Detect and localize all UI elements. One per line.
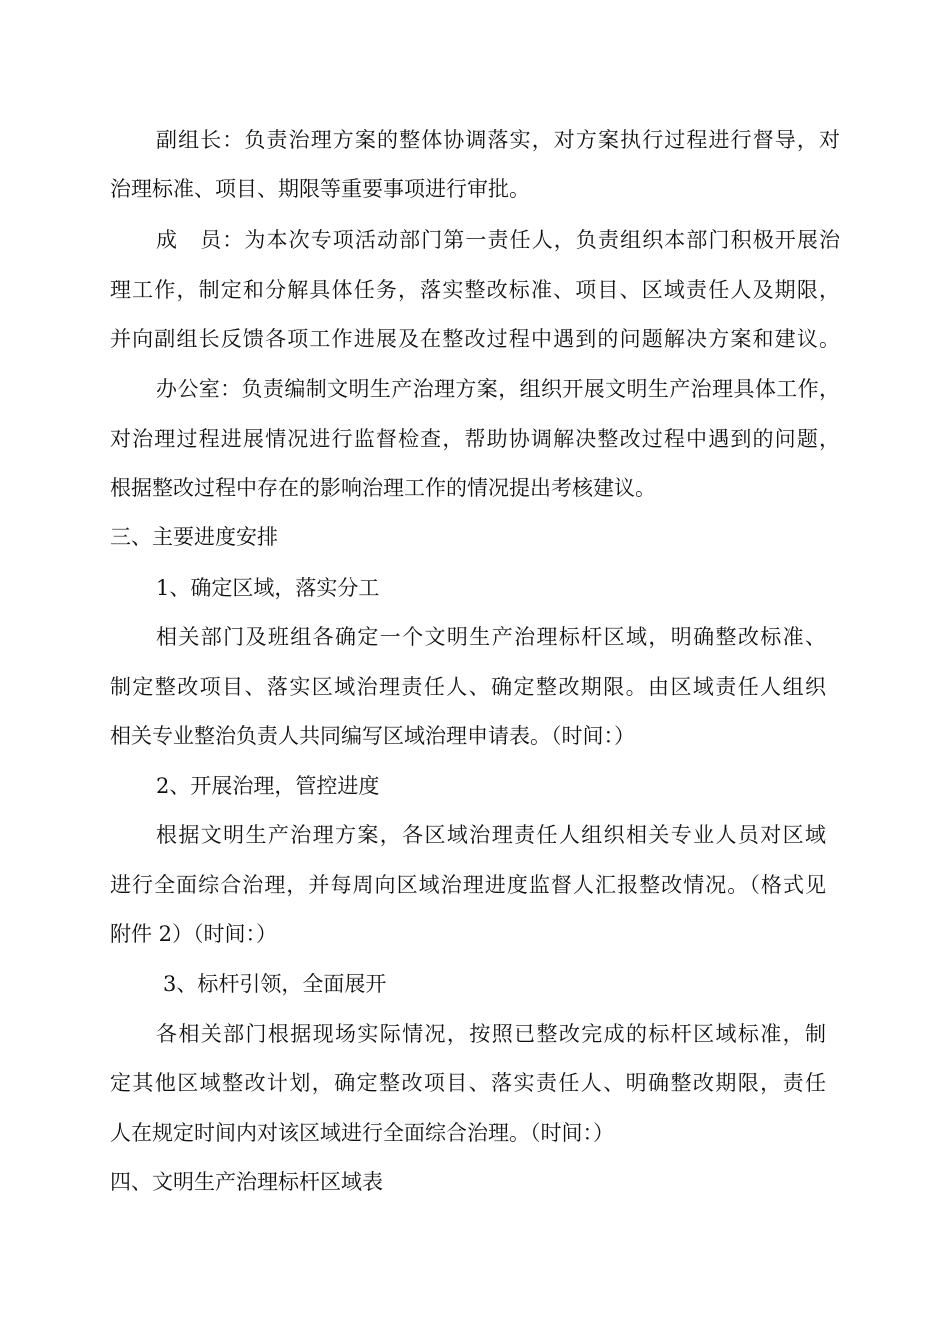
section-heading: 四、文明生产治理标杆区域表: [110, 1170, 383, 1194]
paragraph-line: 相关部门及班组各确定一个文明生产治理标杆区域，明确整改标准、: [156, 625, 826, 649]
paragraph-line: 人在规定时间内对该区域进行全面综合治理。（时间：）: [110, 1121, 614, 1145]
subsection-heading: 2、开展治理，管控进度: [156, 774, 380, 798]
paragraph-line: 并向副组长反馈各项工作进展及在整改过程中遇到的问题解决方案和建议。: [110, 327, 840, 351]
paragraph-line: 办公室：负责编制文明生产治理方案，组织开展文明生产治理具体工作，: [156, 377, 840, 401]
paragraph-line: 根据文明生产治理方案，各区域治理责任人组织相关专业人员对区域: [156, 823, 826, 847]
paragraph-line: 成 员：为本次专项活动部门第一责任人，负责组织本部门积极开展治: [156, 228, 840, 252]
paragraph-line: 定其他区域整改计划，确定整改项目、落实责任人、明确整改期限，责任: [110, 1071, 826, 1095]
paragraph-line: 治理标准、项目、期限等重要事项进行审批。: [110, 177, 530, 201]
paragraph-line: 进行全面综合治理，并每周向区域治理进度监督人汇报整改情况。（格式见: [110, 873, 826, 897]
paragraph-line: 附件 2）（时间：）: [110, 922, 278, 946]
paragraph-line: 对治理过程进展情况进行监督检查，帮助协调解决整改过程中遇到的问题，: [110, 427, 840, 451]
paragraph-line: 制定整改项目、落实区域治理责任人、确定整改期限。由区域责任人组织: [110, 675, 826, 699]
subsection-heading: 3、标杆引领，全面展开: [163, 972, 387, 996]
paragraph-line: 相关专业整治负责人共同编写区域治理申请表。（时间：）: [110, 724, 635, 748]
section-heading: 三、主要进度安排: [110, 525, 278, 549]
paragraph-line: 根据整改过程中存在的影响治理工作的情况提出考核建议。: [110, 476, 656, 500]
subsection-heading: 1、确定区域，落实分工: [156, 576, 380, 600]
paragraph-line: 各相关部门根据现场实际情况，按照已整改完成的标杆区域标准，制: [156, 1022, 826, 1046]
paragraph-line: 理工作，制定和分解具体任务，落实整改标准、项目、区域责任人及期限，: [110, 278, 840, 302]
paragraph-line: 副组长：负责治理方案的整体协调落实，对方案执行过程进行督导，对: [156, 128, 840, 152]
